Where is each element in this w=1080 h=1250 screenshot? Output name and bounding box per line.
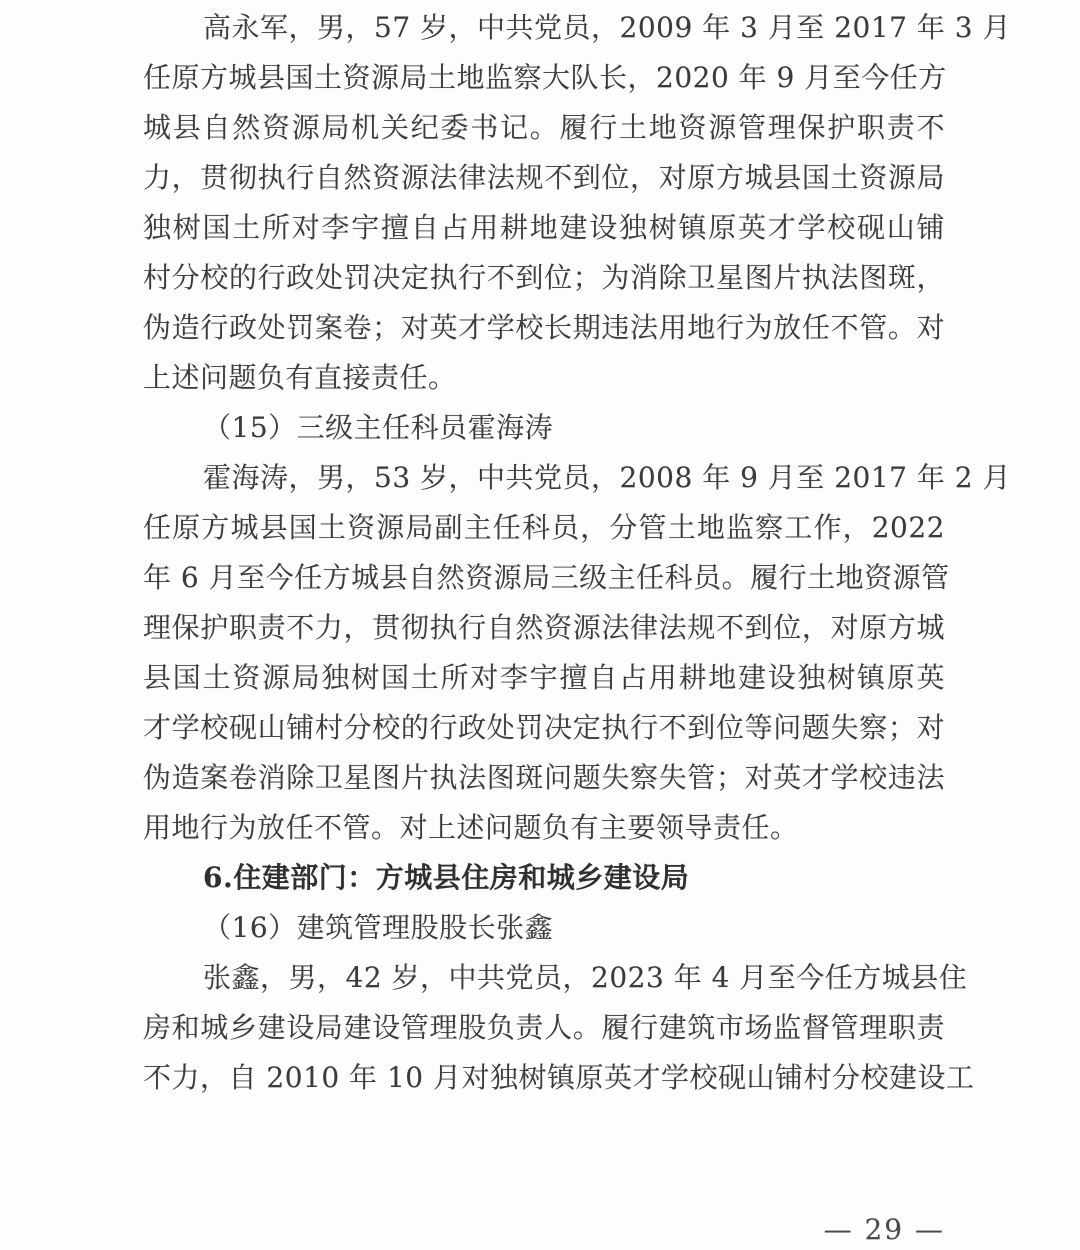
item-15-heading: （15）三级主任科员霍海涛: [203, 411, 554, 444]
paragraph-line: 伪造行政处罚案卷；对英才学校长期违法用地行为放任不管。对: [143, 311, 945, 344]
item-16-heading: （16）建筑管理股股长张鑫: [203, 911, 554, 944]
paragraph-line: 张鑫，男，42 岁，中共党员，2023 年 4 月至今任方城县住: [203, 961, 968, 994]
paragraph-line: 县国土资源局独树国土所对李宇擅自占用耕地建设独树镇原英: [143, 661, 945, 694]
paragraph-line: 房和城乡建设局建设管理股负责人。履行建筑市场监督管理职责: [143, 1011, 945, 1044]
paragraph-line: 城县自然资源局机关纪委书记。履行土地资源管理保护职责不: [143, 111, 945, 144]
paragraph-line: 村分校的行政处罚决定执行不到位；为消除卫星图片执法图斑，: [143, 261, 945, 294]
paragraph-line: 上述问题负有直接责任。: [143, 361, 457, 394]
paragraph-line: 独树国土所对李宇擅自占用耕地建设独树镇原英才学校砚山铺: [143, 211, 945, 244]
page-number: — 29 —: [823, 1213, 945, 1246]
paragraph-line: 才学校砚山铺村分校的行政处罚决定执行不到位等问题失察；对: [143, 711, 945, 744]
paragraph-line: 力，贯彻执行自然资源法律法规不到位，对原方城县国土资源局: [143, 161, 945, 194]
paragraph-line: 理保护职责不力，贯彻执行自然资源法律法规不到位，对原方城: [143, 611, 945, 644]
paragraph-line: 霍海涛，男，53 岁，中共党员，2008 年 9 月至 2017 年 2 月: [203, 461, 1011, 494]
paragraph-line: 任原方城县国土资源局土地监察大队长，2020 年 9 月至今任方: [143, 61, 947, 94]
paragraph-line: 伪造案卷消除卫星图片执法图斑问题失察失管；对英才学校违法: [143, 761, 945, 794]
document-body: [143, 3, 1011, 1103]
paragraph-line: 不力，自 2010 年 10 月对独树镇原英才学校砚山铺村分校建设工: [143, 1061, 975, 1094]
paragraph-line: 高永军，男，57 岁，中共党员，2009 年 3 月至 2017 年 3 月: [203, 11, 1011, 44]
paragraph-line: 年 6 月至今任方城县自然资源局三级主任科员。履行土地资源管: [143, 561, 950, 594]
paragraph-line: 任原方城县国土资源局副主任科员，分管土地监察工作，2022: [143, 511, 945, 544]
paragraph-line: 用地行为放任不管。对上述问题负有主要领导责任。: [143, 811, 799, 844]
section-6-heading: 6.住建部门：方城县住房和城乡建设局: [203, 861, 690, 894]
